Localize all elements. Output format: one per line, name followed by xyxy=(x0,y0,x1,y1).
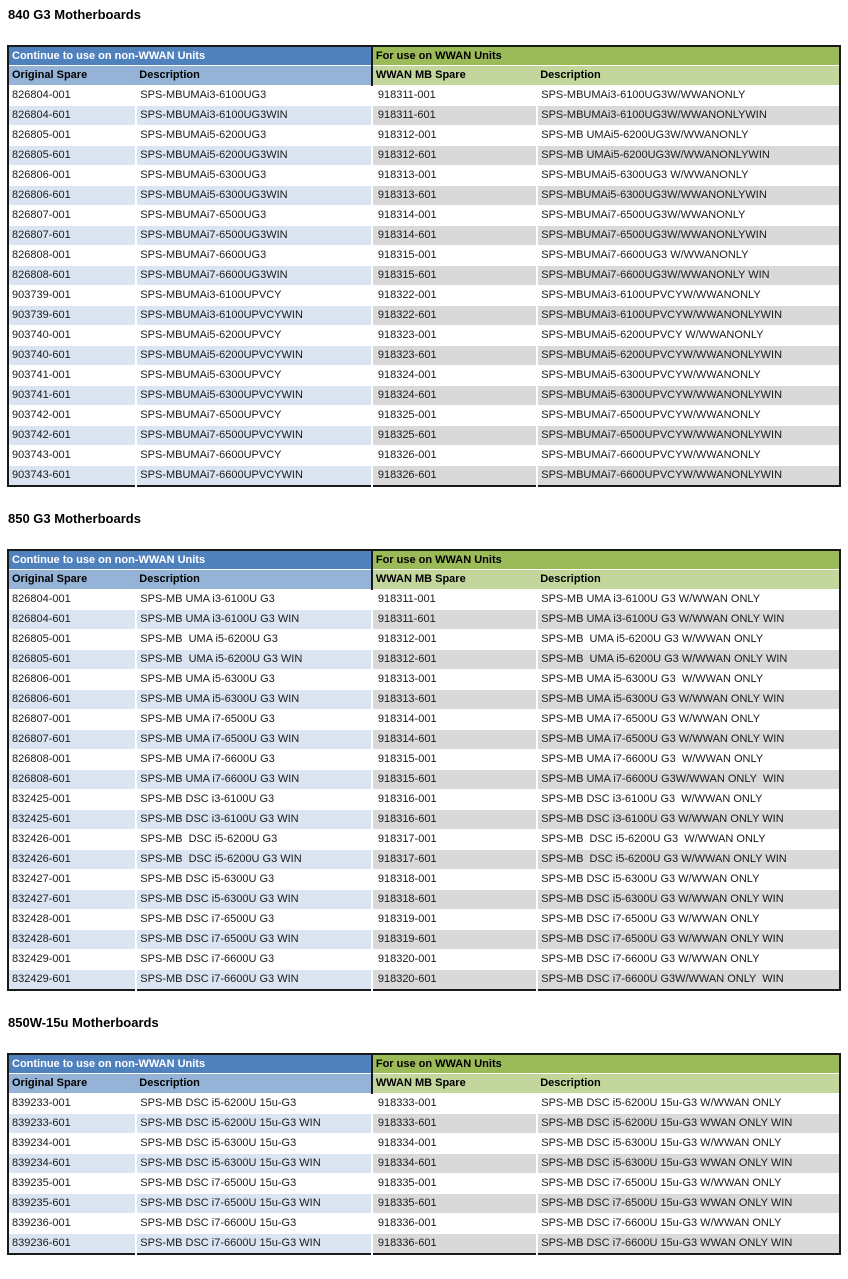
column-header-row xyxy=(8,1074,840,1094)
wwan-description-cell: SPS-MBUMAi5-6300UPVCYW/WWANONLY xyxy=(537,366,840,386)
section-title: 850 G3 Motherboards xyxy=(8,511,141,526)
description-cell: SPS-MB UMA i7-6600U G3 WIN xyxy=(136,770,372,790)
wwan-mb-spare-cell: 918311-601 xyxy=(372,106,537,126)
description-cell: SPS-MB UMA i7-6500U G3 xyxy=(136,710,372,730)
motherboard-section xyxy=(0,7,848,487)
wwan-description-cell: SPS-MB DSC i3-6100U G3 W/WWAN ONLY WIN xyxy=(537,810,840,830)
description-cell: SPS-MB DSC i7-6600U 15u-G3 xyxy=(136,1214,372,1234)
original-spare-cell: 839236-601 xyxy=(8,1234,136,1255)
wwan-description-cell: SPS-MB DSC i7-6600U G3W/WWAN ONLY WIN xyxy=(537,970,840,991)
table-row xyxy=(8,206,840,226)
wwan-description-cell: SPS-MB UMA i3-6100U G3 W/WWAN ONLY WIN xyxy=(537,610,840,630)
description-cell: SPS-MB DSC i5-6200U 15u-G3 WIN xyxy=(136,1114,372,1134)
original-spare-cell: 826808-001 xyxy=(8,750,136,770)
description-cell: SPS-MB DSC i5-6200U G3 WIN xyxy=(136,850,372,870)
original-spare-cell: 826806-001 xyxy=(8,166,136,186)
table-body xyxy=(8,590,840,991)
table-row xyxy=(8,630,840,650)
original-spare-cell: 826804-001 xyxy=(8,86,136,106)
description-cell: SPS-MB UMA i3-6100U G3 xyxy=(136,590,372,610)
wwan-mb-spare-cell: 918311-001 xyxy=(372,86,537,106)
original-spare-cell: 832426-601 xyxy=(8,850,136,870)
wwan-mb-spare-cell: 918336-601 xyxy=(372,1234,537,1255)
table-row xyxy=(8,670,840,690)
column-header-wwan-mb-spare: WWAN MB Spare xyxy=(372,1074,537,1094)
wwan-description-cell: SPS-MBUMAi3-6100UG3W/WWANONLY xyxy=(537,86,840,106)
column-header-wwan-description: Description xyxy=(537,66,840,86)
wwan-mb-spare-cell: 918323-001 xyxy=(372,326,537,346)
wwan-description-cell: SPS-MB DSC i5-6300U 15u-G3 WWAN ONLY WIN xyxy=(537,1154,840,1174)
original-spare-cell: 826805-001 xyxy=(8,630,136,650)
original-spare-cell: 826807-001 xyxy=(8,710,136,730)
wwan-description-cell: SPS-MB DSC i5-6300U G3 W/WWAN ONLY WIN xyxy=(537,890,840,910)
column-header-wwan-description: Description xyxy=(537,1074,840,1094)
wwan-description-cell: SPS-MB UMA i5-6300U G3 W/WWAN ONLY WIN xyxy=(537,690,840,710)
table-row xyxy=(8,1134,840,1154)
original-spare-cell: 832429-601 xyxy=(8,970,136,991)
wwan-mb-spare-cell: 918315-601 xyxy=(372,266,537,286)
table-row xyxy=(8,730,840,750)
description-cell: SPS-MB DSC i5-6200U G3 xyxy=(136,830,372,850)
wwan-description-cell: SPS-MBUMAi7-6500UG3W/WWANONLYWIN xyxy=(537,226,840,246)
motherboard-section xyxy=(0,1015,848,1255)
original-spare-cell: 903743-601 xyxy=(8,466,136,487)
original-spare-cell: 826807-001 xyxy=(8,206,136,226)
original-spare-cell: 839233-001 xyxy=(8,1094,136,1114)
table-row xyxy=(8,386,840,406)
wwan-description-cell: SPS-MB UMA i7-6600U G3 W/WWAN ONLY xyxy=(537,750,840,770)
wwan-mb-spare-cell: 918318-001 xyxy=(372,870,537,890)
wwan-mb-spare-cell: 918336-001 xyxy=(372,1214,537,1234)
wwan-description-cell: SPS-MBUMAi7-6600UPVCYW/WWANONLYWIN xyxy=(537,466,840,487)
group-header-row xyxy=(8,550,840,570)
wwan-description-cell: SPS-MB DSC i7-6500U 15u-G3 WWAN ONLY WIN xyxy=(537,1194,840,1214)
description-cell: SPS-MB DSC i7-6600U G3 xyxy=(136,950,372,970)
description-cell: SPS-MB DSC i5-6300U G3 xyxy=(136,870,372,890)
table-row xyxy=(8,970,840,991)
non-wwan-group-header: Continue to use on non-WWAN Units xyxy=(8,550,372,570)
wwan-description-cell: SPS-MB DSC i7-6600U G3 W/WWAN ONLY xyxy=(537,950,840,970)
wwan-description-cell: SPS-MBUMAi5-6300UPVCYW/WWANONLYWIN xyxy=(537,386,840,406)
wwan-description-cell: SPS-MBUMAi7-6600UG3 W/WWANONLY xyxy=(537,246,840,266)
wwan-description-cell: SPS-MBUMAi3-6100UPVCYW/WWANONLYWIN xyxy=(537,306,840,326)
description-cell: SPS-MBUMAi3-6100UPVCYWIN xyxy=(136,306,372,326)
table-row xyxy=(8,106,840,126)
wwan-description-cell: SPS-MB DSC i7-6600U 15u-G3 W/WWAN ONLY xyxy=(537,1214,840,1234)
wwan-description-cell: SPS-MBUMAi7-6600UPVCYW/WWANONLY xyxy=(537,446,840,466)
wwan-mb-spare-cell: 918314-601 xyxy=(372,226,537,246)
table-row xyxy=(8,86,840,106)
table-row xyxy=(8,166,840,186)
wwan-mb-spare-cell: 918318-601 xyxy=(372,890,537,910)
section-title: 840 G3 Motherboards xyxy=(8,7,141,22)
original-spare-cell: 839235-001 xyxy=(8,1174,136,1194)
original-spare-cell: 903739-601 xyxy=(8,306,136,326)
table-row xyxy=(8,710,840,730)
wwan-mb-spare-cell: 918311-601 xyxy=(372,610,537,630)
original-spare-cell: 832429-001 xyxy=(8,950,136,970)
wwan-description-cell: SPS-MB DSC i3-6100U G3 W/WWAN ONLY xyxy=(537,790,840,810)
original-spare-cell: 903741-001 xyxy=(8,366,136,386)
wwan-mb-spare-cell: 918316-601 xyxy=(372,810,537,830)
wwan-mb-spare-cell: 918313-001 xyxy=(372,670,537,690)
table-row xyxy=(8,466,840,487)
original-spare-cell: 826804-001 xyxy=(8,590,136,610)
wwan-description-cell: SPS-MB DSC i5-6200U 15u-G3 WWAN ONLY WIN xyxy=(537,1114,840,1134)
wwan-description-cell: SPS-MB DSC i5-6200U G3 W/WWAN ONLY xyxy=(537,830,840,850)
column-header-row xyxy=(8,570,840,590)
wwan-mb-spare-cell: 918335-001 xyxy=(372,1174,537,1194)
description-cell: SPS-MBUMAi7-6500UPVCY xyxy=(136,406,372,426)
wwan-mb-spare-cell: 918319-001 xyxy=(372,910,537,930)
wwan-group-header: For use on WWAN Units xyxy=(372,550,840,570)
non-wwan-group-header: Continue to use on non-WWAN Units xyxy=(8,1054,372,1074)
wwan-description-cell: SPS-MB DSC i7-6500U G3 W/WWAN ONLY WIN xyxy=(537,930,840,950)
wwan-mb-spare-cell: 918312-601 xyxy=(372,146,537,166)
wwan-mb-spare-cell: 918313-601 xyxy=(372,186,537,206)
description-cell: SPS-MBUMAi5-6200UPVCY xyxy=(136,326,372,346)
description-cell: SPS-MBUMAi3-6100UG3WIN xyxy=(136,106,372,126)
table-row xyxy=(8,830,840,850)
table-row xyxy=(8,326,840,346)
wwan-description-cell: SPS-MB DSC i5-6300U G3 W/WWAN ONLY xyxy=(537,870,840,890)
description-cell: SPS-MBUMAi7-6600UG3 xyxy=(136,246,372,266)
table-row xyxy=(8,850,840,870)
wwan-mb-spare-cell: 918313-001 xyxy=(372,166,537,186)
original-spare-cell: 832425-601 xyxy=(8,810,136,830)
description-cell: SPS-MBUMAi5-6300UG3WIN xyxy=(136,186,372,206)
wwan-description-cell: SPS-MB DSC i7-6500U G3 W/WWAN ONLY xyxy=(537,910,840,930)
wwan-mb-spare-cell: 918322-601 xyxy=(372,306,537,326)
wwan-group-header: For use on WWAN Units xyxy=(372,1054,840,1074)
original-spare-cell: 903739-001 xyxy=(8,286,136,306)
wwan-mb-spare-cell: 918315-001 xyxy=(372,750,537,770)
column-header-original-spare: Original Spare xyxy=(8,1074,136,1094)
wwan-mb-spare-cell: 918326-601 xyxy=(372,466,537,487)
table-row xyxy=(8,146,840,166)
description-cell: SPS-MB DSC i5-6300U 15u-G3 xyxy=(136,1134,372,1154)
spare-parts-table xyxy=(7,45,841,487)
spare-parts-table xyxy=(7,1053,841,1255)
table-row xyxy=(8,870,840,890)
motherboard-section xyxy=(0,511,848,991)
original-spare-cell: 826806-001 xyxy=(8,670,136,690)
original-spare-cell: 826806-601 xyxy=(8,690,136,710)
wwan-description-cell: SPS-MB UMA i7-6500U G3 W/WWAN ONLY WIN xyxy=(537,730,840,750)
table-row xyxy=(8,890,840,910)
original-spare-cell: 826805-601 xyxy=(8,146,136,166)
table-row xyxy=(8,366,840,386)
wwan-description-cell: SPS-MB UMAi5-6200UG3W/WWANONLYWIN xyxy=(537,146,840,166)
description-cell: SPS-MB UMA i7-6600U G3 xyxy=(136,750,372,770)
description-cell: SPS-MBUMAi5-6200UG3WIN xyxy=(136,146,372,166)
description-cell: SPS-MBUMAi7-6600UPVCYWIN xyxy=(136,466,372,487)
description-cell: SPS-MB UMA i5-6300U G3 xyxy=(136,670,372,690)
original-spare-cell: 826807-601 xyxy=(8,226,136,246)
table-row xyxy=(8,186,840,206)
table-row xyxy=(8,246,840,266)
wwan-mb-spare-cell: 918323-601 xyxy=(372,346,537,366)
description-cell: SPS-MBUMAi7-6600UPVCY xyxy=(136,446,372,466)
wwan-mb-spare-cell: 918319-601 xyxy=(372,930,537,950)
table-row xyxy=(8,266,840,286)
table-row xyxy=(8,346,840,366)
description-cell: SPS-MB DSC i5-6300U G3 WIN xyxy=(136,890,372,910)
description-cell: SPS-MB DSC i7-6500U 15u-G3 WIN xyxy=(136,1194,372,1214)
document-page xyxy=(0,7,848,1255)
table-row xyxy=(8,770,840,790)
wwan-mb-spare-cell: 918314-001 xyxy=(372,710,537,730)
description-cell: SPS-MBUMAi7-6500UPVCYWIN xyxy=(136,426,372,446)
original-spare-cell: 903742-601 xyxy=(8,426,136,446)
wwan-mb-spare-cell: 918326-001 xyxy=(372,446,537,466)
table-row xyxy=(8,426,840,446)
wwan-mb-spare-cell: 918320-001 xyxy=(372,950,537,970)
wwan-mb-spare-cell: 918312-001 xyxy=(372,126,537,146)
spare-parts-table xyxy=(7,549,841,991)
table-row xyxy=(8,1094,840,1114)
description-cell: SPS-MBUMAi5-6300UG3 xyxy=(136,166,372,186)
wwan-description-cell: SPS-MB DSC i5-6200U G3 W/WWAN ONLY WIN xyxy=(537,850,840,870)
wwan-description-cell: SPS-MB DSC i7-6600U 15u-G3 WWAN ONLY WIN xyxy=(537,1234,840,1255)
original-spare-cell: 826808-601 xyxy=(8,266,136,286)
wwan-mb-spare-cell: 918314-601 xyxy=(372,730,537,750)
column-header-original-spare: Original Spare xyxy=(8,66,136,86)
original-spare-cell: 832428-601 xyxy=(8,930,136,950)
wwan-mb-spare-cell: 918334-001 xyxy=(372,1134,537,1154)
table-row xyxy=(8,1234,840,1255)
group-header-row xyxy=(8,1054,840,1074)
column-header-row xyxy=(8,66,840,86)
wwan-mb-spare-cell: 918317-001 xyxy=(372,830,537,850)
original-spare-cell: 903743-001 xyxy=(8,446,136,466)
wwan-description-cell: SPS-MBUMAi5-6300UG3 W/WWANONLY xyxy=(537,166,840,186)
wwan-description-cell: SPS-MB UMA i3-6100U G3 W/WWAN ONLY xyxy=(537,590,840,610)
description-cell: SPS-MB UMA i7-6500U G3 WIN xyxy=(136,730,372,750)
column-header-original-spare: Original Spare xyxy=(8,570,136,590)
wwan-mb-spare-cell: 918314-001 xyxy=(372,206,537,226)
description-cell: SPS-MBUMAi3-6100UPVCY xyxy=(136,286,372,306)
table-row xyxy=(8,1154,840,1174)
description-cell: SPS-MBUMAi7-6500UG3WIN xyxy=(136,226,372,246)
original-spare-cell: 903742-001 xyxy=(8,406,136,426)
wwan-mb-spare-cell: 918312-001 xyxy=(372,630,537,650)
description-cell: SPS-MB DSC i7-6600U G3 WIN xyxy=(136,970,372,991)
wwan-description-cell: SPS-MBUMAi5-6200UPVCY W/WWANONLY xyxy=(537,326,840,346)
table-row xyxy=(8,1194,840,1214)
table-row xyxy=(8,750,840,770)
table-row xyxy=(8,690,840,710)
description-cell: SPS-MBUMAi5-6200UG3 xyxy=(136,126,372,146)
wwan-description-cell: SPS-MB UMA i7-6600U G3W/WWAN ONLY WIN xyxy=(537,770,840,790)
wwan-mb-spare-cell: 918316-001 xyxy=(372,790,537,810)
wwan-mb-spare-cell: 918334-601 xyxy=(372,1154,537,1174)
table-row xyxy=(8,950,840,970)
original-spare-cell: 832425-001 xyxy=(8,790,136,810)
group-header-row xyxy=(8,46,840,66)
description-cell: SPS-MB DSC i5-6300U 15u-G3 WIN xyxy=(136,1154,372,1174)
original-spare-cell: 832427-601 xyxy=(8,890,136,910)
original-spare-cell: 903741-601 xyxy=(8,386,136,406)
wwan-description-cell: SPS-MB UMA i5-6200U G3 W/WWAN ONLY xyxy=(537,630,840,650)
wwan-description-cell: SPS-MBUMAi5-6300UG3W/WWANONLYWIN xyxy=(537,186,840,206)
table-row xyxy=(8,126,840,146)
description-cell: SPS-MBUMAi7-6500UG3 xyxy=(136,206,372,226)
description-cell: SPS-MBUMAi5-6300UPVCY xyxy=(136,366,372,386)
original-spare-cell: 826805-001 xyxy=(8,126,136,146)
description-cell: SPS-MB DSC i7-6500U 15u-G3 xyxy=(136,1174,372,1194)
original-spare-cell: 832426-001 xyxy=(8,830,136,850)
original-spare-cell: 826808-001 xyxy=(8,246,136,266)
wwan-mb-spare-cell: 918312-601 xyxy=(372,650,537,670)
table-row xyxy=(8,306,840,326)
original-spare-cell: 826804-601 xyxy=(8,610,136,630)
wwan-description-cell: SPS-MB UMA i7-6500U G3 W/WWAN ONLY xyxy=(537,710,840,730)
wwan-description-cell: SPS-MBUMAi7-6500UG3W/WWANONLY xyxy=(537,206,840,226)
wwan-description-cell: SPS-MB UMA i5-6200U G3 W/WWAN ONLY WIN xyxy=(537,650,840,670)
wwan-description-cell: SPS-MB UMA i5-6300U G3 W/WWAN ONLY xyxy=(537,670,840,690)
table-row xyxy=(8,910,840,930)
table-row xyxy=(8,930,840,950)
description-cell: SPS-MB DSC i7-6500U G3 xyxy=(136,910,372,930)
description-cell: SPS-MB DSC i3-6100U G3 xyxy=(136,790,372,810)
wwan-description-cell: SPS-MBUMAi3-6100UG3W/WWANONLYWIN xyxy=(537,106,840,126)
original-spare-cell: 839233-601 xyxy=(8,1114,136,1134)
table-body xyxy=(8,86,840,487)
wwan-mb-spare-cell: 918325-601 xyxy=(372,426,537,446)
table-row xyxy=(8,590,840,610)
column-header-wwan-mb-spare: WWAN MB Spare xyxy=(372,66,537,86)
wwan-description-cell: SPS-MBUMAi7-6600UG3W/WWANONLY WIN xyxy=(537,266,840,286)
original-spare-cell: 839235-601 xyxy=(8,1194,136,1214)
table-row xyxy=(8,226,840,246)
table-row xyxy=(8,1114,840,1134)
table-row xyxy=(8,1214,840,1234)
description-cell: SPS-MB DSC i7-6500U G3 WIN xyxy=(136,930,372,950)
wwan-description-cell: SPS-MBUMAi3-6100UPVCYW/WWANONLY xyxy=(537,286,840,306)
description-cell: SPS-MB DSC i7-6600U 15u-G3 WIN xyxy=(136,1234,372,1255)
description-cell: SPS-MBUMAi7-6600UG3WIN xyxy=(136,266,372,286)
wwan-mb-spare-cell: 918311-001 xyxy=(372,590,537,610)
wwan-description-cell: SPS-MB DSC i5-6200U 15u-G3 W/WWAN ONLY xyxy=(537,1094,840,1114)
original-spare-cell: 826804-601 xyxy=(8,106,136,126)
wwan-mb-spare-cell: 918320-601 xyxy=(372,970,537,991)
wwan-mb-spare-cell: 918325-001 xyxy=(372,406,537,426)
column-header-wwan-mb-spare: WWAN MB Spare xyxy=(372,570,537,590)
wwan-mb-spare-cell: 918315-601 xyxy=(372,770,537,790)
wwan-mb-spare-cell: 918315-001 xyxy=(372,246,537,266)
wwan-description-cell: SPS-MB DSC i7-6500U 15u-G3 W/WWAN ONLY xyxy=(537,1174,840,1194)
column-header-description: Description xyxy=(136,570,372,590)
description-cell: SPS-MB DSC i3-6100U G3 WIN xyxy=(136,810,372,830)
description-cell: SPS-MB UMA i5-6200U G3 xyxy=(136,630,372,650)
wwan-mb-spare-cell: 918324-601 xyxy=(372,386,537,406)
wwan-description-cell: SPS-MBUMAi7-6500UPVCYW/WWANONLY xyxy=(537,406,840,426)
original-spare-cell: 839234-001 xyxy=(8,1134,136,1154)
description-cell: SPS-MBUMAi5-6300UPVCYWIN xyxy=(136,386,372,406)
description-cell: SPS-MBUMAi5-6200UPVCYWIN xyxy=(136,346,372,366)
description-cell: SPS-MB UMA i3-6100U G3 WIN xyxy=(136,610,372,630)
description-cell: SPS-MB UMA i5-6300U G3 WIN xyxy=(136,690,372,710)
original-spare-cell: 903740-001 xyxy=(8,326,136,346)
table-row xyxy=(8,790,840,810)
wwan-description-cell: SPS-MBUMAi5-6200UPVCYW/WWANONLYWIN xyxy=(537,346,840,366)
original-spare-cell: 839236-001 xyxy=(8,1214,136,1234)
description-cell: SPS-MBUMAi3-6100UG3 xyxy=(136,86,372,106)
original-spare-cell: 832427-001 xyxy=(8,870,136,890)
table-row xyxy=(8,406,840,426)
table-row xyxy=(8,810,840,830)
original-spare-cell: 903740-601 xyxy=(8,346,136,366)
description-cell: SPS-MB UMA i5-6200U G3 WIN xyxy=(136,650,372,670)
table-row xyxy=(8,610,840,630)
column-header-wwan-description: Description xyxy=(537,570,840,590)
wwan-mb-spare-cell: 918324-001 xyxy=(372,366,537,386)
original-spare-cell: 826805-601 xyxy=(8,650,136,670)
section-title: 850W-15u Motherboards xyxy=(8,1015,159,1030)
table-body xyxy=(8,1094,840,1255)
wwan-description-cell: SPS-MBUMAi7-6500UPVCYW/WWANONLYWIN xyxy=(537,426,840,446)
wwan-mb-spare-cell: 918313-601 xyxy=(372,690,537,710)
original-spare-cell: 832428-001 xyxy=(8,910,136,930)
column-header-description: Description xyxy=(136,66,372,86)
wwan-description-cell: SPS-MB DSC i5-6300U 15u-G3 W/WWAN ONLY xyxy=(537,1134,840,1154)
table-row xyxy=(8,286,840,306)
table-row xyxy=(8,446,840,466)
wwan-mb-spare-cell: 918335-601 xyxy=(372,1194,537,1214)
wwan-description-cell: SPS-MB UMAi5-6200UG3W/WWANONLY xyxy=(537,126,840,146)
description-cell: SPS-MB DSC i5-6200U 15u-G3 xyxy=(136,1094,372,1114)
original-spare-cell: 826806-601 xyxy=(8,186,136,206)
wwan-group-header: For use on WWAN Units xyxy=(372,46,840,66)
wwan-mb-spare-cell: 918322-001 xyxy=(372,286,537,306)
non-wwan-group-header: Continue to use on non-WWAN Units xyxy=(8,46,372,66)
column-header-description: Description xyxy=(136,1074,372,1094)
original-spare-cell: 826807-601 xyxy=(8,730,136,750)
wwan-mb-spare-cell: 918317-601 xyxy=(372,850,537,870)
wwan-mb-spare-cell: 918333-001 xyxy=(372,1094,537,1114)
table-row xyxy=(8,650,840,670)
original-spare-cell: 826808-601 xyxy=(8,770,136,790)
table-row xyxy=(8,1174,840,1194)
original-spare-cell: 839234-601 xyxy=(8,1154,136,1174)
wwan-mb-spare-cell: 918333-601 xyxy=(372,1114,537,1134)
